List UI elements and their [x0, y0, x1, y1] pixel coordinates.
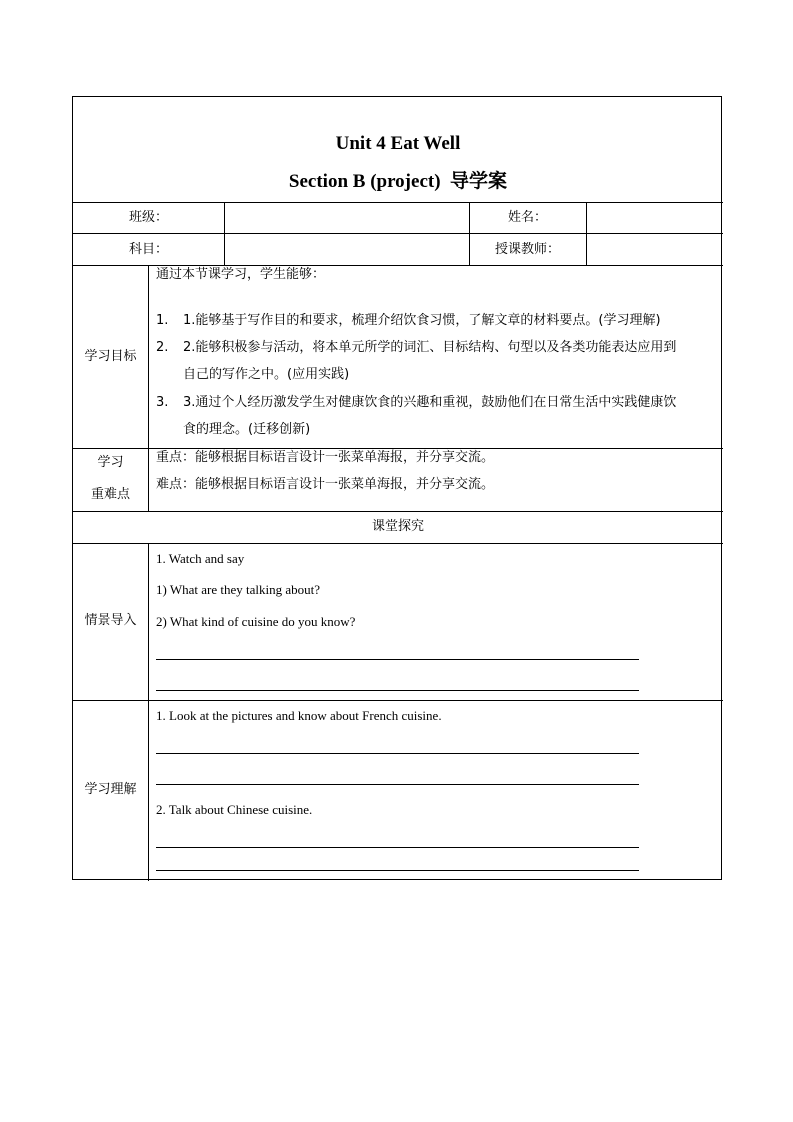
lead-in-task: 1. Watch and say [156, 551, 245, 566]
study-guide-table [72, 96, 722, 880]
teacher-field[interactable] [587, 234, 722, 265]
objective-text: 2.能够积极参与活动，将本单元所学的词汇、目标结构、句型以及各类功能表达应用到 [183, 340, 677, 355]
answer-line[interactable] [156, 690, 639, 691]
unit-title: Unit 4 Eat Well [335, 133, 461, 154]
objective-number: 2. [156, 340, 169, 355]
objectives-intro: 通过本节课学习，学生能够： [156, 267, 326, 282]
class-field[interactable] [225, 203, 469, 233]
section-title [73, 170, 723, 193]
objective-text-cont: 食的理念。(迁移创新) [183, 422, 311, 437]
exploration-header: 课堂探究 [371, 519, 424, 534]
row-divider [73, 511, 723, 512]
answer-line[interactable] [156, 659, 639, 660]
objective-text: 1.能够基于写作目的和要求，梳理介绍饮食习惯，了解文章的材料要点。(学习理解) [183, 313, 661, 328]
understanding-task-1: 1. Look at the pictures and know about French cuisine. [156, 708, 442, 723]
lead-in-question-2: 2) What kind of cuisine do you know? [156, 614, 356, 629]
teacher-label: 授课教师： [494, 242, 560, 257]
objective-text: 3.通过个人经历激发学生对健康饮食的兴趣和重视，鼓励他们在日常生活中实践健康饮 [183, 395, 677, 410]
subject-field[interactable] [225, 234, 469, 265]
class-label: 班级： [128, 210, 168, 225]
row-divider [73, 448, 723, 449]
answer-line[interactable] [156, 847, 639, 848]
keypoints-label-line1: 学习 [97, 455, 124, 470]
answer-line[interactable] [156, 870, 639, 871]
lead-in-label: 情景导入 [84, 613, 137, 628]
focus-text: 重点：能够根据目标语言设计一张菜单海报，并分享交流。 [156, 450, 495, 465]
objective-number: 3. [156, 395, 169, 410]
row-divider [73, 700, 723, 701]
keypoints-label-line2: 重难点 [90, 487, 130, 502]
name-field[interactable] [587, 203, 722, 233]
row-divider [73, 265, 723, 266]
objectives-label: 学习目标 [84, 349, 137, 364]
understanding-label: 学习理解 [84, 782, 137, 797]
understanding-task-2: 2. Talk about Chinese cuisine. [156, 802, 313, 817]
section-title-cn: 导学案 [450, 170, 508, 192]
objective-text-cont: 自己的写作之中。(应用实践) [183, 367, 350, 382]
difficulty-text: 难点：能够根据目标语言设计一张菜单海报，并分享交流。 [156, 477, 495, 492]
name-label: 姓名： [507, 210, 547, 225]
col-divider [148, 265, 149, 511]
col-divider [148, 543, 149, 881]
row-divider [73, 543, 723, 544]
subject-label: 科目： [128, 242, 168, 257]
answer-line[interactable] [156, 753, 639, 754]
lead-in-question-1: 1) What are they talking about? [156, 582, 321, 597]
section-title-en: Section B (project) [288, 171, 441, 192]
objective-number: 1. [156, 313, 169, 328]
answer-line[interactable] [156, 784, 639, 785]
